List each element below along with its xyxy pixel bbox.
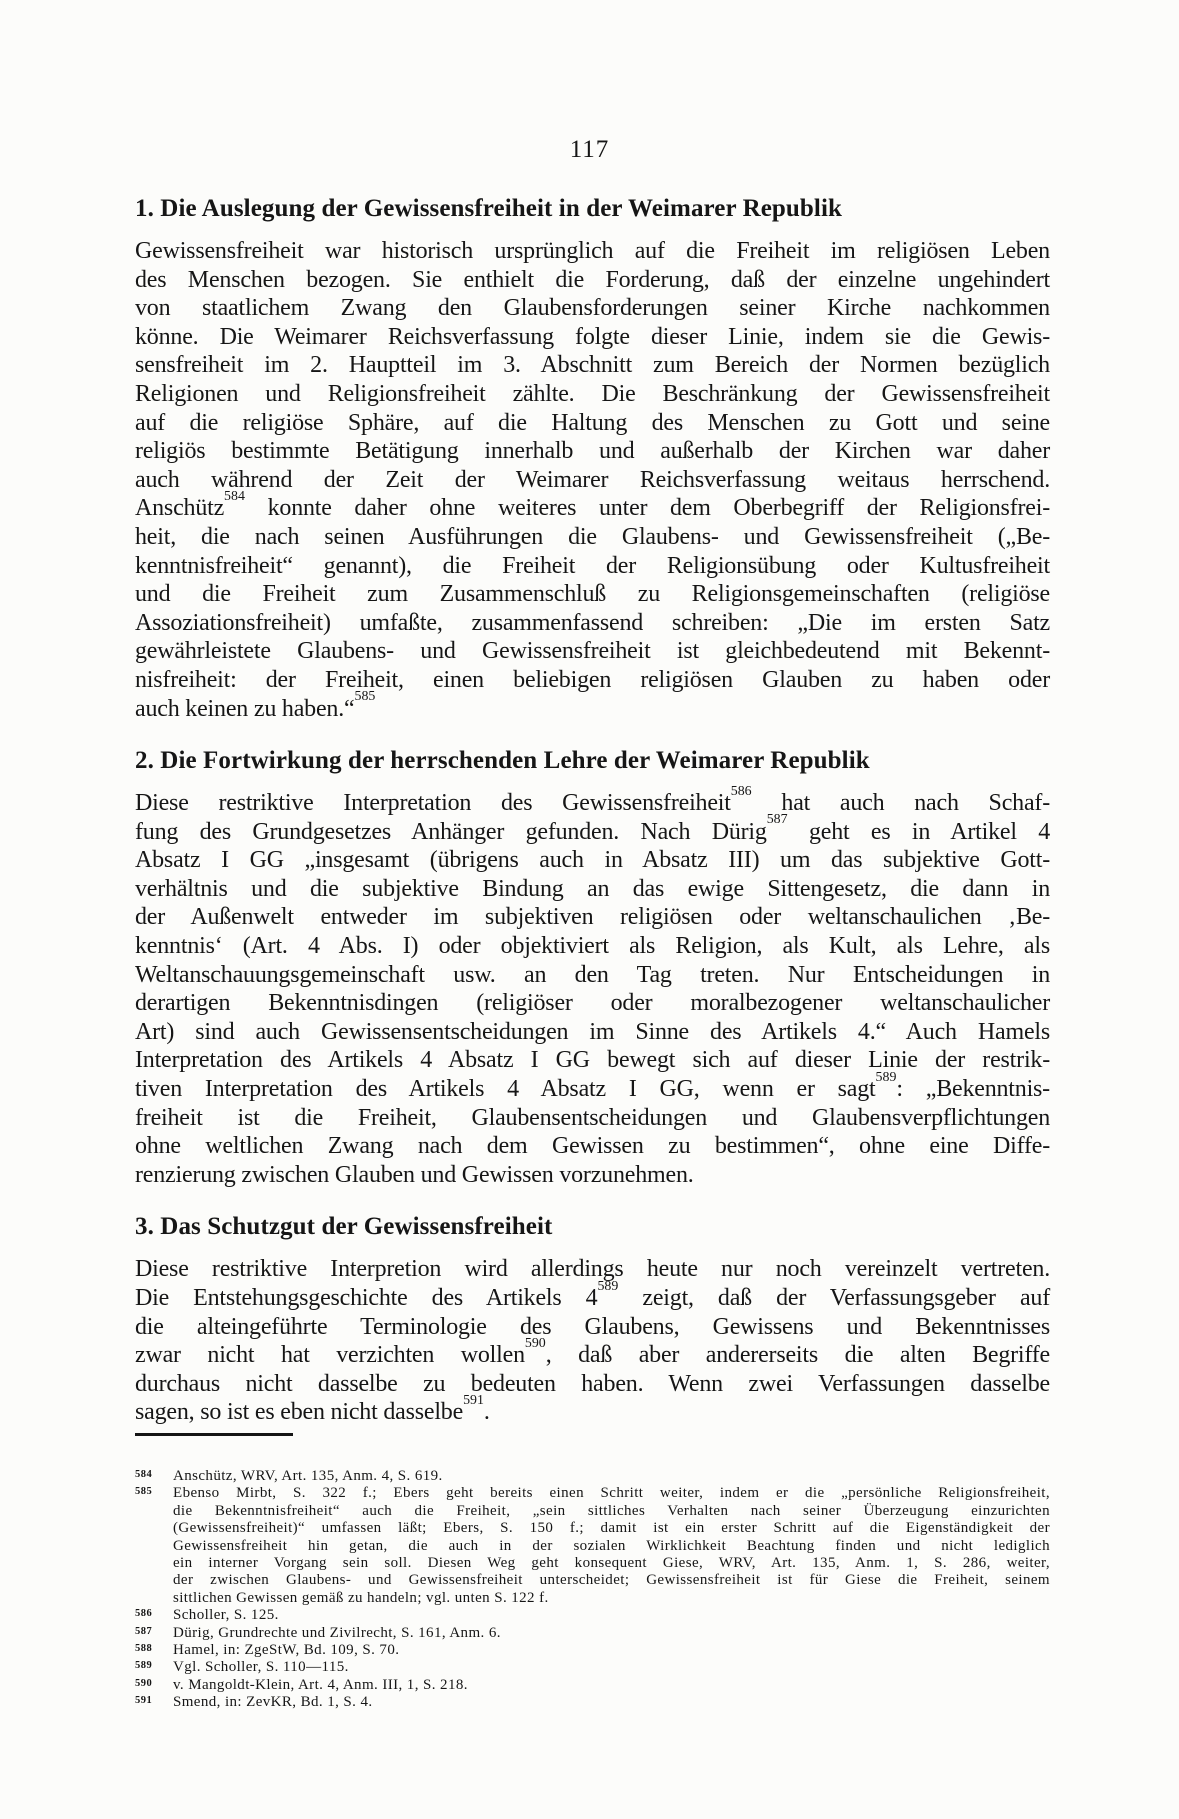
footnote-marker: 590: [135, 1677, 153, 1689]
footnote: [135, 1607, 1050, 1624]
body-line: freiheit ist die Freiheit, Glaubensentscheidungen und Glaubensverpflichtungen: [135, 1104, 1050, 1131]
footnote-marker: 591: [135, 1695, 153, 1707]
footnote-line: sittlichen Gewissen gemäß zu handeln; vgl. unten S. 122 f.: [173, 1589, 549, 1606]
footnote: [135, 1677, 1050, 1694]
footnote-marker: 585: [135, 1486, 153, 1498]
body-line: renzierung zwischen Glauben und Gewissen vorzunehmen.: [135, 1161, 694, 1188]
body-line: Gewissensfreiheit war historisch ursprünglich auf die Freiheit im religiösen Leben: [135, 238, 1050, 264]
body-line: tiven Interpretation des Artikels 4 Absatz I GG, wenn er sagt$^{589}$: „Bekenntnis-: [135, 1069, 1050, 1103]
body-line: nisfreiheit: der Freiheit, einen beliebigen religiösen Glauben zu haben oder: [135, 666, 1050, 693]
body-line: gewährleistete Glaubens- und Gewissensfreiheit ist gleichbedeutend mit Bekennt-: [135, 638, 1050, 665]
page-content: [135, 190, 1050, 1712]
footnote-line: Hamel, in: ZgeStW, Bd. 109, S. 70.: [173, 1642, 400, 1659]
body-line: verhältnis und die subjektive Bindung an das ewige Sittengesetz, die dann in: [135, 875, 1050, 902]
footnote-line: Anschütz, WRV, Art. 135, Anm. 4, S. 619.: [173, 1467, 443, 1484]
footnote-ref: 589: [597, 1278, 619, 1294]
paragraph: [135, 1255, 1050, 1427]
footnote-text: [173, 1468, 1050, 1485]
body-line: Die Entstehungsgeschichte des Artikels $4^{589}$ zeigt, daß der Verfassungsgeber auf: [135, 1278, 1050, 1311]
footnote-text: [173, 1659, 1050, 1676]
body-line: Assoziationsfreiheit) umfaßte, zusammenfassend schreiben: „Die im ersten Satz: [135, 609, 1050, 636]
footnote-text: [173, 1642, 1050, 1659]
body-line: Art) sind auch Gewissensentscheidungen im Sinne des Artikels 4.“ Auch Hamels: [135, 1018, 1050, 1045]
footnote-text: [173, 1694, 1050, 1711]
footnote-line: Ebenso Mirbt, S. 322 f.; Ebers geht bereits einen Schritt weiter, indem er die „persönliche Religionsfreiheit,: [173, 1485, 1050, 1502]
paragraph: [135, 783, 1050, 1189]
body-line: die alteingeführte Terminologie des Glaubens, Gewissens und Bekenntnisses: [135, 1313, 1050, 1340]
footnote-separator: [135, 1433, 293, 1436]
footnote-line: v. Mangoldt-Klein, Art. 4, Anm. III, 1, S. 218.: [173, 1676, 468, 1693]
footnote-ref: 586: [730, 783, 752, 799]
body-line: des Menschen bezogen. Sie enthielt die Forderung, daß der einzelne ungehindert: [135, 266, 1050, 293]
body-line: sagen, so ist es eben nicht dasselbe$^{591}$.: [135, 1393, 490, 1426]
section-heading: 1. Die Auslegung der Gewissensfreiheit in der Weimarer Republik: [135, 195, 843, 222]
body-line: auf die religiöse Sphäre, auf die Haltung des Menschen zu Gott und seine: [135, 409, 1050, 436]
footnote-ref: 589: [875, 1069, 897, 1085]
footnote: [135, 1642, 1050, 1659]
footnote-text: [173, 1677, 1050, 1694]
footnote: [135, 1625, 1050, 1642]
footnote-line: Gewissensfreiheit hin getan, die auch in der sozialen Wirklichkeit Beachtung finden und nicht lediglich: [173, 1537, 1050, 1554]
body-line: durchaus nicht dasselbe zu bedeuten haben. Wenn zwei Verfassungen dasselbe: [135, 1370, 1050, 1397]
body-line: Diese restriktive Interpretion wird allerdings heute nur noch vereinzelt vertreten.: [135, 1256, 1050, 1283]
body-line: heit, die nach seinen Ausführungen die Glaubens- und Gewissensfreiheit („Be-: [135, 523, 1050, 550]
body-line: auch während der Zeit der Weimarer Reichsverfassung weitaus herrschend.: [135, 466, 1050, 493]
footnote-ref: 591: [463, 1393, 484, 1409]
footnote-text: [173, 1485, 1050, 1607]
body-line: kenntnisfreiheit“ genannt), die Freiheit der Religionsübung oder Kultusfreiheit: [135, 552, 1050, 579]
body-line: und die Freiheit zum Zusammenschluß zu Religionsgemeinschaften (religiöse: [135, 581, 1050, 608]
footnote: [135, 1468, 1050, 1485]
body-line: Anschütz$^{584}$ konnte daher ohne weiteres unter dem Oberbegriff der Religionsfrei-: [135, 489, 1050, 522]
section-heading: 3. Das Schutzgut der Gewissensfreiheit: [135, 1213, 553, 1241]
body-line: fung des Grundgesetzes Anhänger gefunden. Nach Dürig$^{587}$ geht es in Artikel 4: [135, 812, 1050, 845]
footnote-ref: 585: [354, 689, 376, 705]
body-line: auch keinen zu haben.“$^{585}$: [135, 689, 376, 722]
footnote-marker: 586: [135, 1608, 153, 1620]
page-number: 117: [569, 136, 610, 163]
footnote-line: (Gewissensfreiheit)“ umfassen läßt; Ebers, S. 150 f.; damit ist ein erster Schritt auf die Eigenständigkeit der: [173, 1520, 1050, 1537]
body-line: ohne weltlichen Zwang nach dem Gewissen zu bestimmen“, ohne eine Diffe-: [135, 1133, 1050, 1160]
body-line: sensfreiheit im 2. Hauptteil im 3. Abschnitt zum Bereich der Normen bezüglich: [135, 352, 1050, 379]
footnote-marker: 589: [135, 1660, 153, 1672]
body-line: zwar nicht hat verzichten wollen$^{590}$, daß aber andererseits die alten Begriffe: [135, 1335, 1050, 1369]
section-heading: 2. Die Fortwirkung der herrschenden Lehre der Weimarer Republik: [135, 747, 870, 775]
footnote: [135, 1694, 1050, 1711]
footnote-line: Smend, in: ZevKR, Bd. 1, S. 4.: [173, 1694, 373, 1711]
footnote-marker: 587: [135, 1625, 153, 1637]
paragraph: [135, 237, 1050, 723]
footnote-line: Dürig, Grundrechte und Zivilrecht, S. 161, Anm. 6.: [173, 1624, 501, 1641]
footnote-line: der zwischen Glaubens- und Gewissensfreiheit unterscheidet; Gewissensfreiheit ist für Giese die Freiheit, seinem: [173, 1572, 1050, 1589]
body-line: der Außenwelt entweder im subjektiven religiösen oder weltanschaulichen ‚Be-: [135, 904, 1050, 931]
footnote: [135, 1485, 1050, 1607]
body-line: derartigen Bekenntnisdingen (religiöser oder moralbezogener weltanschaulicher: [135, 990, 1050, 1017]
footnote-line: Vgl. Scholler, S. 110—115.: [173, 1659, 349, 1676]
body-sections: [135, 195, 1050, 1427]
footnote-line: ein interner Vorgang sein soll. Diesen Weg geht konsequent Giese, WRV, Art. 135, Anm. 1, S. 286, weiter,: [173, 1555, 1050, 1571]
footnote: [135, 1659, 1050, 1676]
footnote-text: [173, 1625, 1050, 1642]
footnote-text: [173, 1607, 1050, 1624]
body-line: von staatlichem Zwang den Glaubensforderungen seiner Kirche nachkommen: [135, 295, 1050, 322]
body-line: kenntnis‘ (Art. 4 Abs. I) oder objektiviert als Religion, als Kult, als Lehre, als: [135, 933, 1050, 960]
body-line: Interpretation des Artikels 4 Absatz I GG bewegt sich auf dieser Linie der restrik-: [135, 1047, 1050, 1074]
body-line: Absatz I GG „insgesamt (übrigens auch in Absatz III) um das subjektive Gott-: [135, 847, 1050, 874]
footnote-line: Scholler, S. 125.: [173, 1607, 279, 1624]
footnote-ref: 590: [524, 1335, 546, 1351]
body-line: Religionen und Religionsfreiheit zählte. Die Beschränkung der Gewissensfreiheit: [135, 380, 1050, 407]
footnote-ref: 587: [766, 812, 788, 828]
body-line: könne. Die Weimarer Reichsverfassung folgte dieser Linie, indem sie die Gewis-: [135, 323, 1050, 350]
footnote-ref: 584: [224, 489, 245, 505]
footnotes: [135, 1468, 1050, 1712]
body-line: religiös bestimmte Betätigung innerhalb und außerhalb der Kirchen war daher: [135, 438, 1050, 465]
footnote-marker: 588: [135, 1643, 153, 1655]
body-line: Weltanschauungsgemeinschaft usw. an den Tag treten. Nur Entscheidungen in: [135, 961, 1050, 988]
footnote-marker: 584: [135, 1468, 153, 1480]
footnote-line: die Bekenntnisfreiheit“ auch die Freiheit, „sein sittliches Verhalten nach seiner Überzeugung einzurichten: [173, 1502, 1050, 1519]
body-line: Diese restriktive Interpretation des Gewissensfreiheit$^{586}$ hat auch nach Schaf-: [135, 783, 1050, 817]
